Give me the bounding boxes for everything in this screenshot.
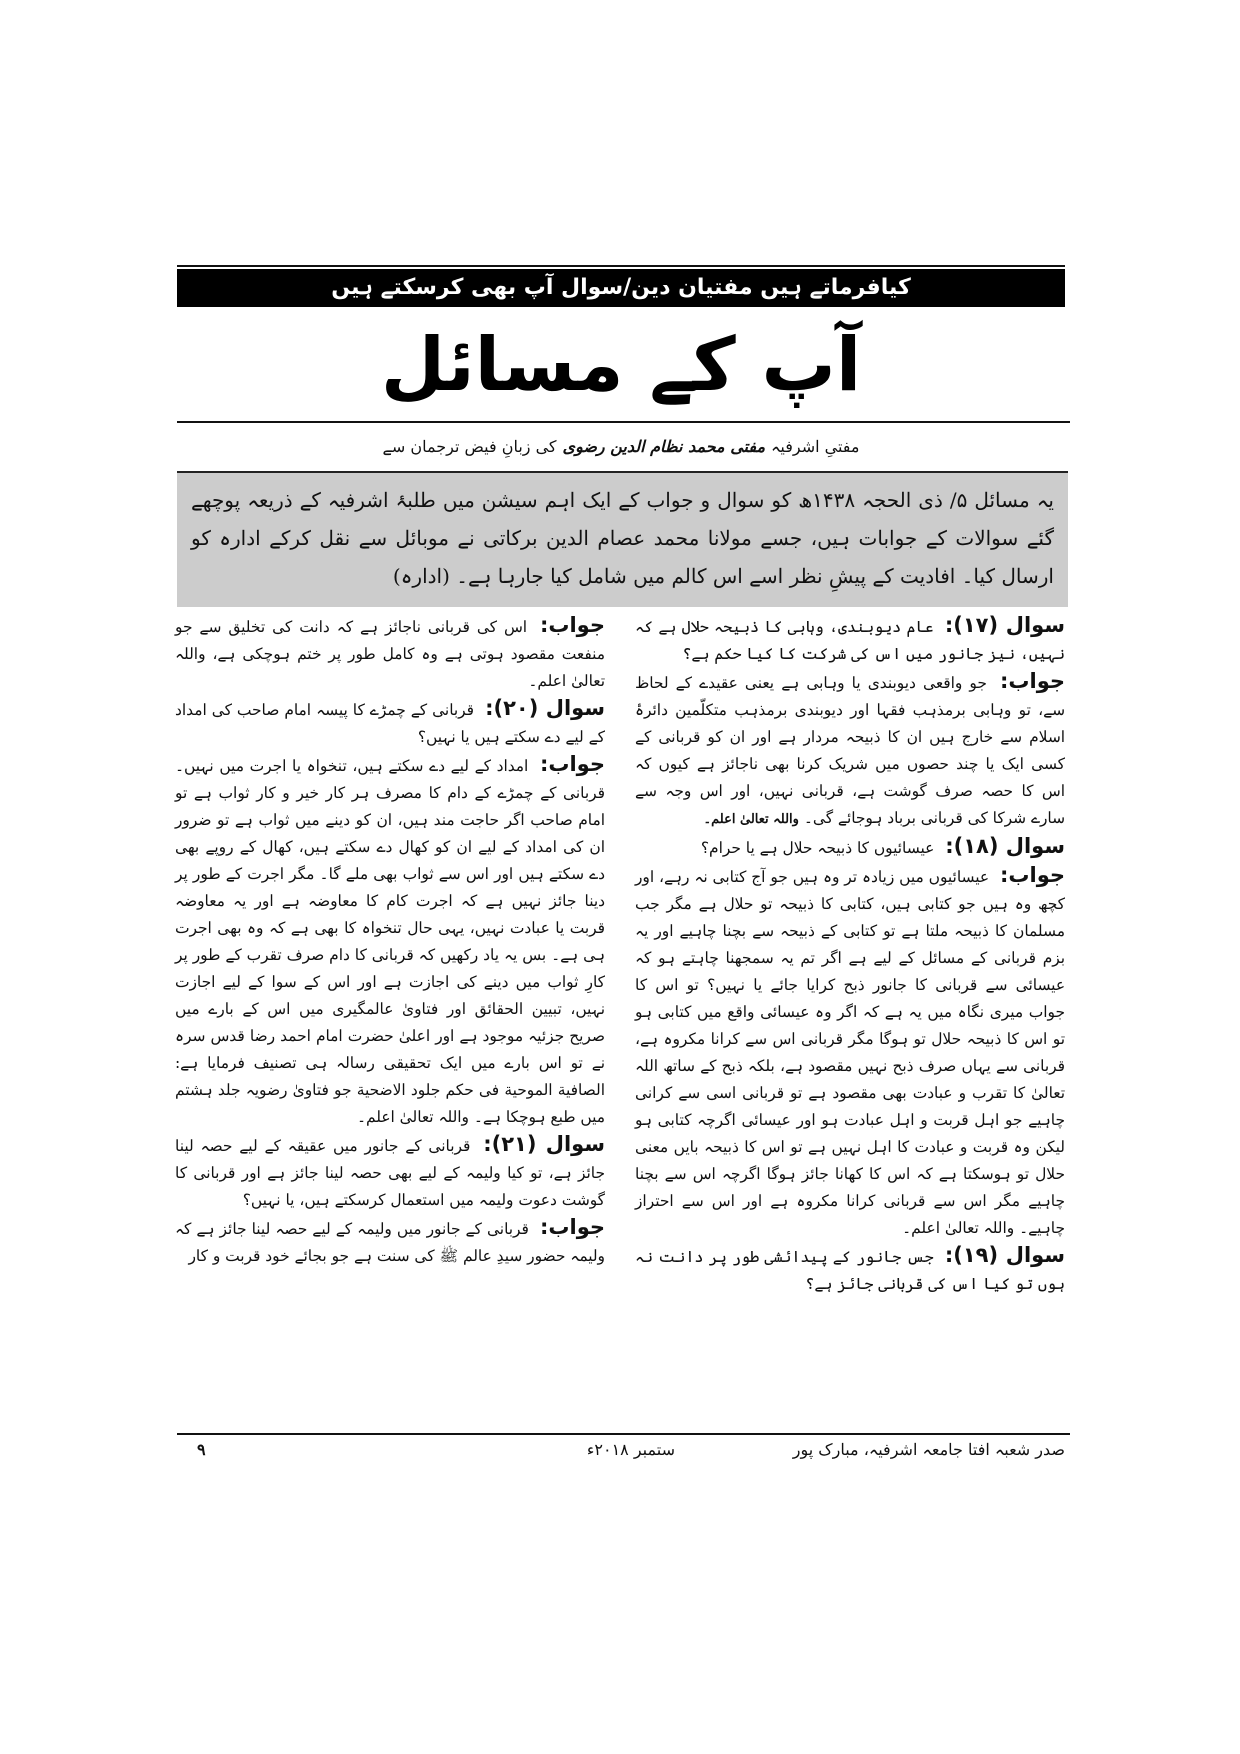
question-text: قربانی کے چمڑے کا پیسہ امام صاحب کی امداد کے لیے دے سکتے ہیں یا نہیں؟: [175, 701, 605, 746]
question-label: سوال (۲۰):: [485, 696, 605, 720]
question-label: سوال (۲۱):: [483, 1132, 605, 1156]
answer-19: [175, 612, 605, 695]
right-column: [635, 612, 1065, 1430]
question-17: [635, 612, 1065, 668]
question-21: [175, 1131, 605, 1214]
answer-20: [175, 751, 605, 1131]
answer-17: [635, 668, 1065, 833]
question-text: عیسائیوں کا ذبیحہ حلال ہے یا حرام؟: [700, 839, 935, 857]
banner-text: کیافرماتے ہیں مفتیان دین/سوال آپ بھی کرسکتے ہیں: [331, 275, 911, 300]
page-title: [177, 312, 1065, 418]
page-number: ۹: [197, 1440, 206, 1459]
question-text: جس جانور کے پیدائشی طور پر دانت نہ ہوں تو کیا اس کی قربانی جائز ہے؟: [635, 1248, 1065, 1293]
answer-label: جواب:: [1000, 669, 1065, 693]
title-rule: [177, 421, 1070, 423]
question-text: قربانی کے جانور میں عقیقہ کے لیے حصہ لینا جائز ہے، تو کیا ولیمہ کے لیے بھی حصہ لینا جائز ہے اور قربانی کا گوشت دعوت ولیمہ میں استعمال کرسکتے ہیں، یا نہیں؟: [175, 1137, 605, 1209]
top-rule: [177, 265, 1065, 267]
closing-formula: واللہ تعالیٰ اعلم۔: [356, 1108, 469, 1126]
answer-21: [175, 1214, 605, 1270]
intro-box: [177, 471, 1068, 607]
question-text: عام دیوبندی، وہابی کا ذبیحہ حلال ہے کہ نہیں، نیز جانور میں اس کی شرکت کا کیا حکم ہے؟: [635, 618, 1065, 663]
footer-issue-date: ستمبر ۲۰۱۸ء: [586, 1440, 675, 1459]
question-20: [175, 695, 605, 751]
answer-label: جواب:: [539, 613, 605, 637]
byline-prefix: مفتیِ اشرفیہ: [771, 436, 860, 456]
answer-label: جواب:: [1000, 863, 1065, 887]
answer-label: جواب:: [540, 1215, 605, 1239]
bottom-rule: [177, 1433, 1070, 1435]
byline-author: مفتی محمد نظام الدین رضوی: [562, 436, 766, 456]
page-title-text: آپ کے مسائل: [380, 322, 862, 408]
section-banner: [177, 269, 1065, 307]
closing-formula: واللہ تعالیٰ اعلم۔: [902, 1219, 1015, 1237]
answer-18: [635, 862, 1065, 1242]
answer-text: امداد کے لیے دے سکتے ہیں، تنخواہ یا اجرت میں نہیں۔ قربانی کے چمڑے کے دام کا مصرف ہر کار خیر و کار ثواب ہے تو امام صاحب اگر حاجت مند ہیں، ان کو دینے میں ثواب ہے تو ضرور ان کی امداد کے لیے ان کو کھال دے سکتے ہیں، کھال کے روپے بھی دے سکتے ہیں اور اس سے ثواب بھی ملے گا۔ مگر اجرت کے طور پر دینا جائز نہیں ہے کہ اجرت کام کا معاوضہ ہے اور یہ معاوضہ قربت یا عبادت نہیں، یہی حال تنخواہ کا بھی ہے کہ وہ بھی اجرت ہی ہے۔ بس یہ یاد رکھیں کہ قربانی کا دام صرف تقرب کے طور پر کارِ ثواب میں دینے کی اجازت ہے اور اس کے سوا کے لیے اجازت نہیں، تبیین الحقائق اور فتاویٰ عالمگیری میں اس کے بارے میں صریح جزئیہ موجود ہے اور اعلیٰ حضرت امام احمد رضا قدس سرہ نے تو اس بارے میں ایک تحقیقی رسالہ ہی تصنیف فرمایا ہے: الصافية الموحية فی حكم جلود الاضحية جو فتاویٰ رضویہ جلد ہشتم میں طبع ہوچکا ہے۔: [175, 757, 605, 1126]
question-18: [635, 833, 1065, 862]
page-footer: [177, 1440, 1065, 1468]
answer-label: جواب:: [539, 752, 605, 776]
question-19: [635, 1242, 1065, 1298]
question-label: سوال (۱۷):: [944, 613, 1065, 637]
answer-text: عیسائیوں میں زیادہ تر وہ ہیں جو آج کتابی نہ رہے، اور کچھ وہ ہیں جو کتابی ہیں، کتابی کا ذبیحہ تو حلال ہے مگر جب مسلمان کا ذبیحہ ملتا ہے تو کتابی کے ذبیحہ سے بچنا چاہیے اور یہ بزم قربانی کے مسائل کے لیے ہے اگر تم یہ سمجھنا چاہتے ہو کہ عیسائی سے قربانی کا جانور ذبح کرایا جائے یا نہیں؟ تو اس کا جواب میری نگاہ میں یہ ہے کہ اگر وہ عیسائی واقع میں کتابی ہو تو اس کا ذبیحہ حلال تو ہوگا مگر قربانی اس سے کرانا مکروہ ہے، قربانی سے یہاں صرف ذبح نہیں مقصود ہے، بلکہ ذبح کے ساتھ اللہ تعالیٰ کا تقرب و عبادت بھی مقصود ہے تو قربانی اسی سے کرانی چاہیے جو اہل قربت و اہل عبادت ہو اور عیسائی اگرچہ کتابی ہو لیکن وہ قربت و عبادت کا اہل نہیں ہے تو اس کا ذبیحہ بایں معنی حلال تو ہوسکتا ہے کہ اس کا کھانا جائز ہوگا اگرچہ اس سے بچنا چاہیے مگر اس سے قربانی کرانا مکروہ ہے اور اس سے احتراز چاہیے۔: [635, 868, 1065, 1237]
closing-formula: واللہ تعالیٰ اعلم۔: [703, 812, 799, 827]
byline: [177, 430, 1065, 462]
byline-suffix: کی زبانِ فیض ترجمان سے: [382, 436, 557, 456]
question-label: سوال (۱۹):: [944, 1243, 1065, 1267]
left-column: [175, 612, 605, 1430]
closing-formula: واللہ تعالیٰ اعلم۔: [175, 645, 605, 690]
intro-text: یہ مسائل ۵/ ذی الحجہ ۱۴۳۸ھ کو سوال و جواب کے ایک اہم سیشن میں طلبۂ اشرفیہ کے ذریعہ پوچھے گئے سوالات کے جوابات ہیں، جسے مولانا محمد عصام الدین برکاتی نے موبائل سے نقل کرکے ادارہ کو ارسال کیا۔ افادیت کے پیشِ نظر اسے اس کالم میں شامل کیا جارہا ہے۔ (ادارہ): [191, 488, 1054, 588]
question-label: سوال (۱۸):: [945, 834, 1065, 858]
answer-text: قربانی کے جانور میں ولیمہ کے لیے حصہ لینا جائز ہے کہ ولیمہ حضور سیدِ عالم ﷺ کی سنت ہے جو بجائے خود قربت و کار: [175, 1220, 605, 1265]
footer-publisher: صدر شعبہ افتا جامعہ اشرفیہ، مبارک پور: [792, 1440, 1065, 1459]
answer-text: جو واقعی دیوبندی یا وہابی ہے یعنی عقیدے کے لحاظ سے، تو وہابی برمذہب فقہا اور دیوبندی برمذہب متکلّمین دائرۂ اسلام سے خارج ہیں ان کا ذبیحہ مردار ہے اور ان کو قربانی کے کسی ایک یا چند حصوں میں شریک کرنا بھی ناجائز ہے کیوں کہ اس کا حصہ صرف گوشت ہے، قربانی نہیں، اور اس وجہ سے سارے شرکا کی قربانی برباد ہوجائے گی۔: [635, 674, 1065, 827]
answer-text: اس کی قربانی ناجائز ہے کہ دانت کی تخلیق سے جو منفعت مقصود ہوتی ہے وہ کامل طور پر ختم ہوچکی ہے،: [175, 618, 605, 663]
article-columns: [175, 612, 1065, 1430]
